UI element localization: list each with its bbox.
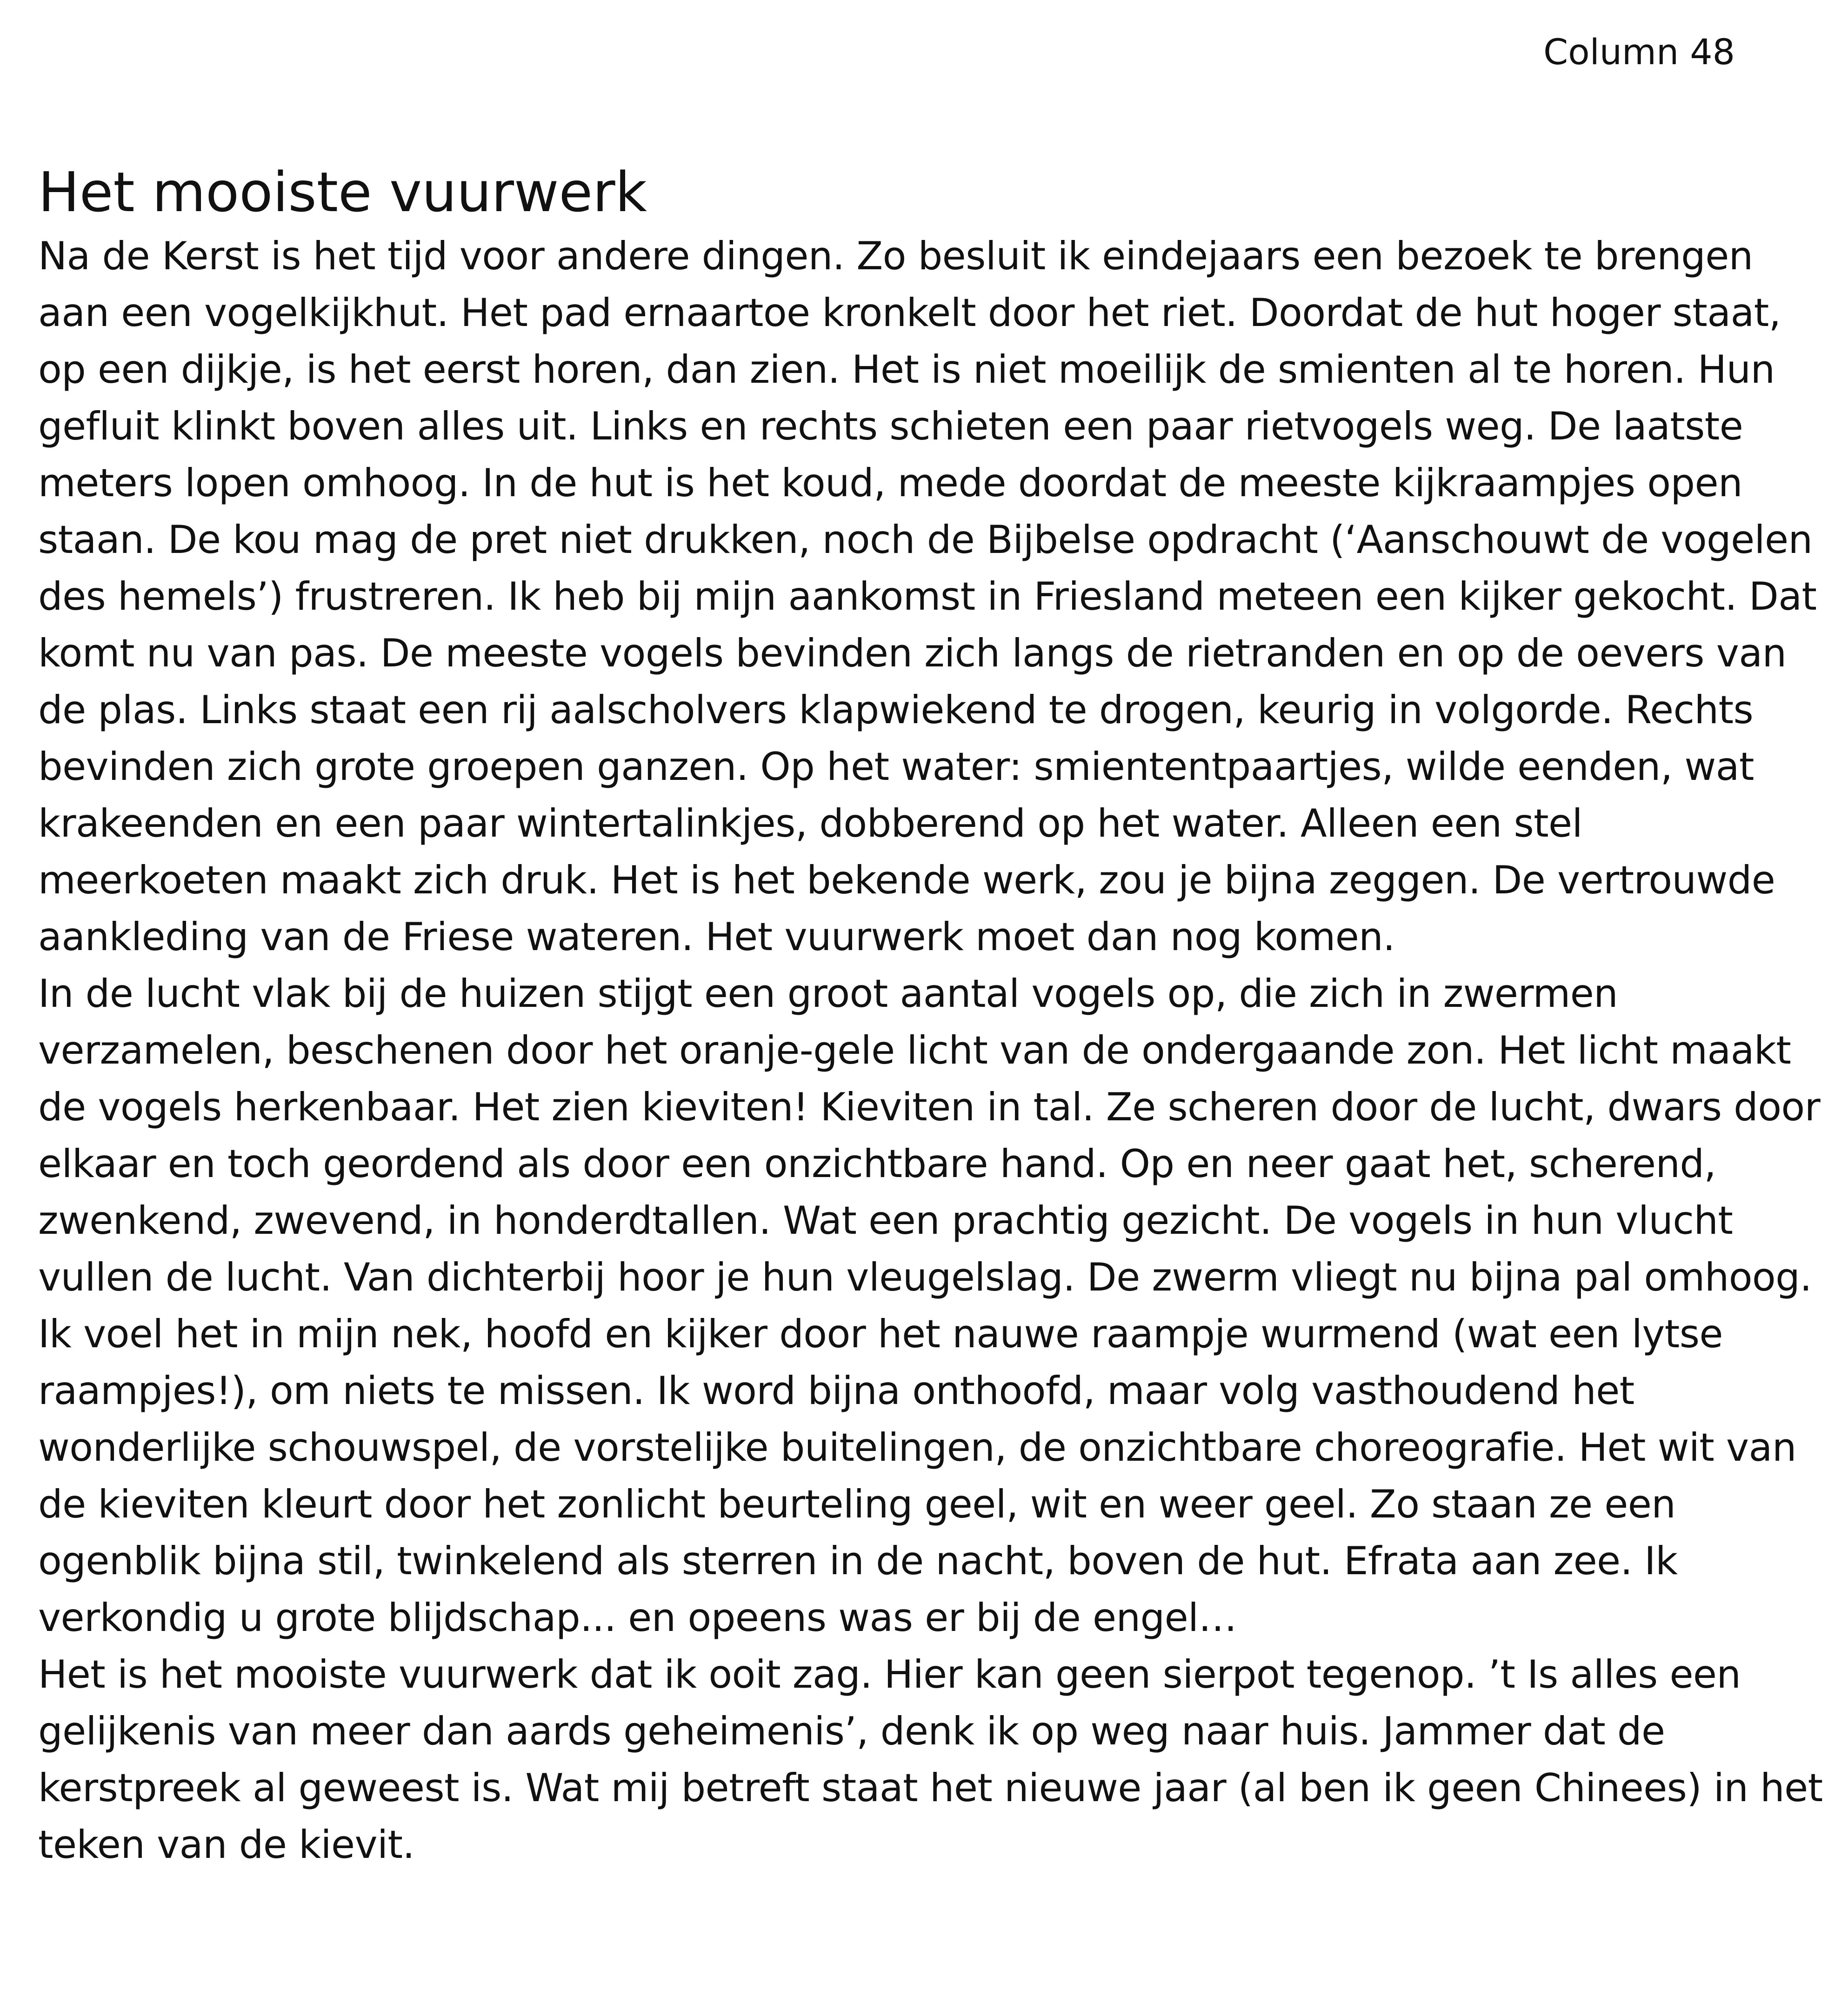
text-line: staan. De kou mag de pret niet drukken, noch de Bijbelse opdracht (‘Aanschouwt de vogelen: [38, 517, 1813, 562]
column-number-label: Column 48: [1543, 31, 1735, 73]
text-line: meters lopen omhoog. In de hut is het koud, mede doordat de meeste kijkraampjes open: [38, 460, 1742, 506]
text-line: aankleding van de Friese wateren. Het vuurwerk moet dan nog komen.: [38, 914, 1395, 959]
text-line: wonderlijke schouwspel, de vorstelijke buitelingen, de onzichtbare choreografie. Het wit van: [38, 1425, 1796, 1470]
text-line: krakeenden en een paar wintertalinkjes, dobberend op het water. Alleen een stel: [38, 801, 1582, 846]
text-line: gefluit klinkt boven alles uit. Links en rechts schieten een paar rietvogels weg. De laatste: [38, 404, 1743, 449]
text-line: vullen de lucht. Van dichterbij hoor je hun vleugelslag. De zwerm vliegt nu bijna pal omhoog.: [38, 1255, 1812, 1300]
text-line: de plas. Links staat een rij aalscholvers klapwiekend te drogen, keurig in volgorde. Rechts: [38, 687, 1754, 732]
text-line: op een dijkje, is het eerst horen, dan zien. Het is niet moeilijk de smienten al te horen. Hun: [38, 347, 1775, 392]
text-line: komt nu van pas. De meeste vogels bevinden zich langs de rietranden en op de oevers van: [38, 631, 1787, 676]
text-line: bevinden zich grote groepen ganzen. Op het water: smiententpaartjes, wilde eenden, wat: [38, 744, 1754, 789]
text-line: de kieviten kleurt door het zonlicht beurteling geel, wit en weer geel. Zo staan ze een: [38, 1482, 1676, 1527]
text-line: Het is het mooiste vuurwerk dat ik ooit zag. Hier kan geen sierpot tegenop. ’t Is alles een: [38, 1652, 1741, 1697]
text-line: de vogels herkenbaar. Het zien kieviten! Kieviten in tal. Ze scheren door de lucht, dwars door: [38, 1085, 1821, 1130]
text-line: elkaar en toch geordend als door een onzichtbare hand. Op en neer gaat het, scherend,: [38, 1141, 1716, 1186]
text-line: Ik voel het in mijn nek, hoofd en kijker door het nauwe raampje wurmend (wat een lytse: [38, 1311, 1723, 1357]
article-body: [38, 228, 1823, 1873]
text-line: meerkoeten maakt zich druk. Het is het bekende werk, zou je bijna zeggen. De vertrouwde: [38, 858, 1775, 903]
text-line: aan een vogelkijkhut. Het pad ernaartoe kronkelt door het riet. Doordat de hut hoger staat,: [38, 290, 1781, 335]
text-line: zwenkend, zwevend, in honderdtallen. Wat een prachtig gezicht. De vogels in hun vlucht: [38, 1198, 1733, 1243]
text-line: des hemels’) frustreren. Ik heb bij mijn aankomst in Friesland meteen een kijker gekocht. Dat: [38, 574, 1817, 619]
text-line: verzamelen, beschenen door het oranje-gele licht van de ondergaande zon. Het licht maakt: [38, 1028, 1791, 1073]
text-line: verkondig u grote blijdschap... en opeens was er bij de engel…: [38, 1595, 1237, 1640]
text-line: teken van de kievit.: [38, 1822, 415, 1867]
text-line: kerstpreek al geweest is. Wat mij betreft staat het nieuwe jaar (al ben ik geen Chinees) in het: [38, 1765, 1823, 1810]
text-line: raampjes!), om niets te missen. Ik word bijna onthoofd, maar volg vasthoudend het: [38, 1368, 1635, 1413]
text-line: In de lucht vlak bij de huizen stijgt een groot aantal vogels op, die zich in zwermen: [38, 971, 1618, 1016]
article-title: Het mooiste vuurwerk: [38, 160, 647, 224]
text-line: gelijkenis van meer dan aards geheimenis’, denk ik op weg naar huis. Jammer dat de: [38, 1709, 1665, 1754]
text-line: ogenblik bijna stil, twinkelend als sterren in de nacht, boven de hut. Efrata aan zee. Ik: [38, 1538, 1678, 1584]
text-line: Na de Kerst is het tijd voor andere dingen. Zo besluit ik eindejaars een bezoek te brengen: [38, 233, 1753, 279]
